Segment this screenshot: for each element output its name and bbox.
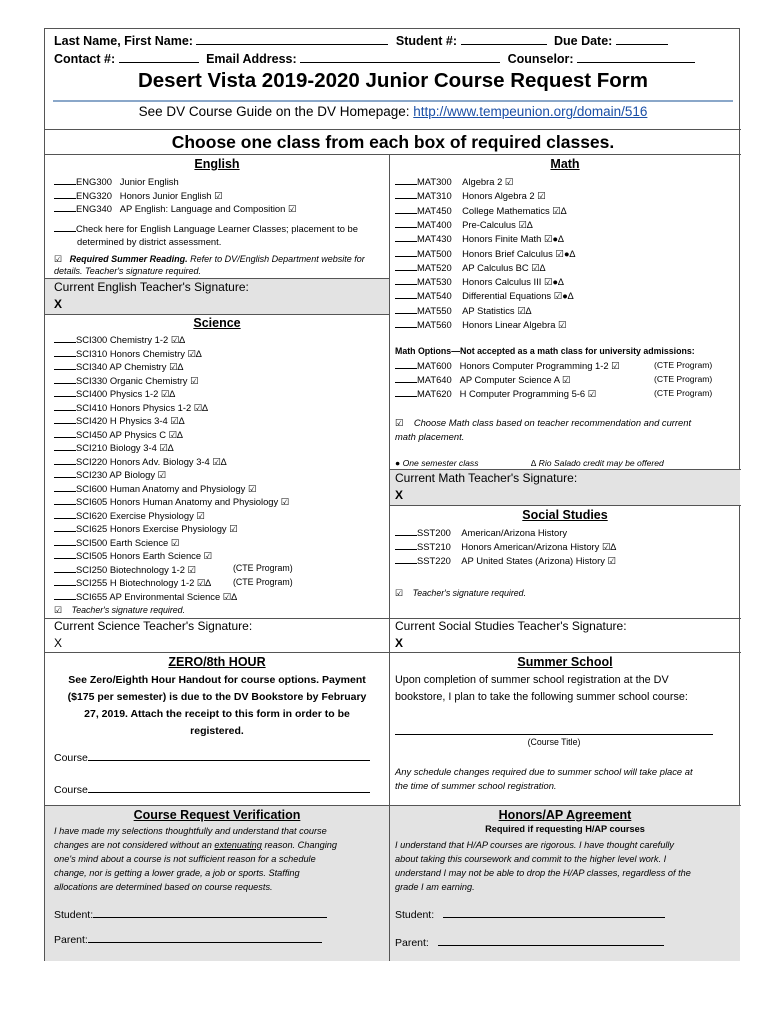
student-label: Student: [395,909,435,921]
summer-line-1: Upon completion of summer school registration at the DV [395,674,669,686]
science-course-7[interactable] [54,428,183,442]
zero-hour-line-4: registered. [190,725,244,737]
contact-field[interactable] [119,51,199,63]
math-choose-line-2: math placement. [395,431,465,442]
course-text: SCI220 Honors Adv. Biology 3-4 ☑∆ [76,455,227,467]
course-text: SCI340 AP Chemistry ☑∆ [76,361,184,372]
course-text: SCI600 Human Anatomy and Physiology ☑ [76,482,257,494]
header-divider [45,129,741,130]
course-name: American/Arizona History [461,527,568,538]
science-course-6[interactable] [54,414,184,428]
science-course-19[interactable] [54,590,237,604]
summer-note [395,765,693,792]
course-text: SCI505 Honors Earth Science ☑ [76,550,213,561]
check-icon: ☑ [54,605,62,615]
english-course-0[interactable] [54,175,179,189]
student-num-field[interactable] [461,33,547,45]
english-title: English [194,157,240,171]
science-course-12[interactable] [54,495,289,509]
honors-student-field[interactable] [443,906,665,918]
summer-text [395,673,688,704]
course-code: MAT310 [417,190,452,202]
science-course-1[interactable] [54,347,202,361]
course-name: College Mathematics ☑∆ [462,204,567,216]
zero-course-1 [54,749,370,765]
science-course-17[interactable] [54,563,196,577]
guide-line [45,104,741,119]
line-part: changes are not considered without an [54,840,215,850]
legend-rio: ∆ Rio Salado credit may be offered [531,458,664,468]
honors-student [395,906,665,922]
counselor-field[interactable] [577,51,695,63]
extenuating-word: extenuating [214,840,262,850]
summer-note-1: Any schedule changes required due to summer school will take place at [395,766,693,777]
course-code: MAT450 [417,204,452,216]
verification-student-field[interactable] [93,906,327,918]
science-course-15[interactable] [54,536,179,550]
course-text: SCI450 AP Physics C ☑∆ [76,428,183,440]
science-course-3[interactable] [54,374,199,388]
math-option-1[interactable] [395,373,570,387]
form-title: Desert Vista 2019-2020 Junior Course Request Form [137,69,649,92]
course-text: SCI230 AP Biology ☑ [76,469,167,480]
course-text: SCI300 Chemistry 1-2 ☑∆ [76,334,185,345]
honors-line-3: understand I may not be able to drop the H/AP classes, regardless of the [395,868,691,878]
course-code: ENG320 [76,189,112,201]
header-row-1 [54,33,668,48]
math-options-title: Math Options—Not accepted as a math class for university admissions: [395,346,695,356]
summer-course-field[interactable] [395,734,713,735]
verification-title: Course Request Verification [133,808,301,822]
science-cte-1: (CTE Program) [233,563,293,573]
course-text: SCI605 Honors Human Anatomy and Physiology ☑ [76,496,290,507]
social-course-1[interactable] [395,540,616,554]
science-teacher-note [54,604,185,618]
course-code: MAT540 [417,290,452,302]
reading-bold: Required Summer Reading. [69,254,188,264]
honors-subtitle: Required if requesting H/AP courses [485,824,645,834]
student-num-label: Student #: [395,34,458,48]
math-title: Math [550,157,580,171]
social-course-0[interactable] [395,526,567,540]
english-sig-x[interactable]: X [54,297,63,311]
science-course-9[interactable] [54,455,227,469]
social-teacher-note [395,587,526,601]
course-text: SCI330 Organic Chemistry ☑ [76,374,199,386]
math-course-8[interactable] [395,289,574,303]
counselor-label: Counselor: [507,52,574,66]
math-choose-note [395,416,691,430]
course-text: SCI500 Earth Science ☑ [76,536,180,548]
social-title: Social Studies [522,508,608,522]
math-course-10[interactable] [395,318,566,332]
english-sig-divider [45,278,389,279]
contact-label: Contact #: [54,52,116,66]
course-code: SST210 [417,541,451,552]
english-sig-label: Current English Teacher's Signature: [54,280,249,294]
math-course-6[interactable] [395,261,545,275]
math-option-0[interactable] [395,359,620,373]
honors-line-2: about taking this coursework and commit to the higher level work. I [395,854,667,864]
science-sig-x[interactable]: X [54,636,63,650]
course-request-form [44,28,740,961]
due-date-label: Due Date: [553,34,613,48]
verification-line-1: I have made my selections thoughtfully and understand that course [54,826,327,836]
zero-course-2-field[interactable] [88,781,370,793]
math-option-cte-0: (CTE Program) [654,360,713,370]
math-course-7[interactable] [395,275,564,289]
honors-parent-field[interactable] [438,934,664,946]
zero-hour-line-1: See Zero/Eighth Hour Handout for course options. Payment [68,674,366,686]
course-code: MAT560 [417,319,452,330]
verification-line-4: change, nor is getting a lower grade, a job or sports. Staffing [54,868,300,878]
ell-text-2: determined by district assessment. [77,236,222,247]
guide-link[interactable]: http://www.tempeunion.org/domain/516 [413,104,648,119]
teacher-note-text: Teacher's signature required. [412,588,527,598]
student-label: Student: [54,909,94,921]
math-sig-label: Current Math Teacher's Signature: [395,471,578,485]
line-part: reason. Changing [261,840,337,850]
reading-line-2: details. Teacher's signature required. [54,266,201,276]
course-code: MAT500 [417,247,452,259]
course-code: MAT300 [417,176,452,187]
english-course-2[interactable] [54,202,296,216]
check-icon: ☑ [54,254,63,264]
course-code: SST220 [417,555,451,566]
lower-divider [45,805,741,806]
course-text: SCI410 Honors Physics 1-2 ☑∆ [76,401,208,413]
math-bottom [390,505,741,506]
legend-semester: ● One semester class [395,458,479,468]
course-name: Honors Computer Programming 1-2 ☑ [459,360,620,371]
zero-course-2 [54,781,370,797]
verification-line-2 [54,838,337,852]
course-code: MAT430 [417,233,452,245]
science-cte-2: (CTE Program) [233,576,293,587]
choose-text: Choose Math class based on teacher recommendation and current [413,417,692,428]
social-sig-x[interactable]: X [395,636,404,650]
math-course-3[interactable] [395,218,533,232]
check-icon: ☑ [395,588,403,598]
science-title: Science [193,316,241,330]
math-course-1[interactable] [395,189,546,203]
course-code: MAT600 [417,360,452,371]
course-name: AP Calculus BC ☑∆ [462,261,546,273]
check-icon: ☑ [395,417,404,428]
course-name: H Computer Programming 5-6 ☑ [459,388,597,399]
math-sig-divider [390,469,741,470]
course-name: AP United States (Arizona) History ☑ [461,555,616,566]
science-course-2[interactable] [54,360,183,374]
course-name: Pre-Calculus ☑∆ [462,218,533,230]
science-course-16[interactable] [54,549,212,563]
course-name: Honors Junior English ☑ [119,189,223,201]
course-name: Differential Equations ☑●∆ [462,290,574,302]
course-name: Junior English [119,176,179,187]
zero-hour-text [45,673,389,738]
course-name: AP Computer Science A ☑ [459,374,571,385]
course-label: Course [54,784,88,796]
science-sig-label: Current Science Teacher's Signature: [54,619,253,633]
course-code: MAT620 [417,388,452,399]
science-course-18[interactable] [54,576,211,590]
course-code: SST200 [417,527,451,538]
course-text: SCI400 Physics 1-2 ☑∆ [76,388,176,399]
ell-checkbox[interactable] [54,222,358,236]
banner-divider [45,154,741,155]
course-code: ENG300 [76,176,112,187]
zero-hour-line-2: ($175 per semester) is due to the DV Bookstore by February [67,691,367,703]
header-row-2 [54,51,695,66]
course-text: SCI625 Honors Exercise Physiology ☑ [76,523,238,534]
summer-course-title: (Course Title) [527,737,581,747]
honors-text [395,838,691,894]
email-label: Email Address: [206,52,297,66]
ell-text: Check here for English Language Learner Classes; placement to be [76,223,358,234]
english-bottom [45,314,389,315]
science-course-8[interactable] [54,441,174,455]
science-course-11[interactable] [54,482,256,496]
honors-line-4: grade I am earning. [395,882,475,892]
course-name: Honors Calculus III ☑●∆ [462,276,564,288]
guide-text: See DV Course Guide on the DV Homepage: [138,104,410,119]
zero-hour-title: ZERO/8th HOUR [168,655,266,669]
social-course-2[interactable] [395,554,616,568]
english-course-1[interactable] [54,189,223,203]
course-name: Honors Brief Calculus ☑●∆ [462,247,576,259]
math-course-5[interactable] [395,247,575,261]
math-course-9[interactable] [395,304,531,318]
course-name: Honors Algebra 2 ☑ [462,190,546,202]
course-name: Honors Finite Math ☑●∆ [462,233,564,245]
honors-parent [395,934,664,950]
summer-note-2: the time of summer school registration. [395,779,557,791]
parent-label: Parent: [54,934,88,946]
verification-line-5: allocations are determined based on course requests. [54,882,273,892]
course-text: SCI210 Biology 3-4 ☑∆ [76,442,174,453]
course-code: MAT640 [417,374,452,385]
science-course-5[interactable] [54,401,208,415]
parent-label: Parent: [395,937,429,949]
honors-title: Honors/AP Agreement [498,808,632,822]
science-course-10[interactable] [54,468,166,482]
column-divider [389,154,390,961]
course-text: SCI250 Biotechnology 1-2 ☑ [76,563,196,575]
verification-line-3: one's mind about a course is not sufficient reason for a schedule [54,854,316,864]
last-first-field[interactable] [196,33,388,45]
course-text: SCI655 AP Environmental Science ☑∆ [76,590,237,602]
math-sig-x[interactable]: X [395,488,404,502]
math-course-0[interactable] [395,175,513,189]
science-course-4[interactable] [54,387,175,401]
course-name: Honors American/Arizona History ☑∆ [461,541,617,552]
course-name: AP English: Language and Composition ☑ [119,203,297,214]
course-name: AP Statistics ☑∆ [462,304,532,316]
course-label: Course [54,752,88,764]
zero-course-1-field[interactable] [88,749,370,761]
summer-line-2: bookstore, I plan to take the following summer school course: [395,691,688,703]
course-code: MAT400 [417,218,452,230]
teacher-note-text: Teacher's signature required. [71,605,186,615]
course-code: MAT520 [417,261,452,273]
course-name: Honors Linear Algebra ☑ [462,319,567,330]
summer-title: Summer School [517,655,613,669]
due-date-field[interactable] [616,33,668,45]
course-text: SCI420 H Physics 3-4 ☑∆ [76,415,185,426]
math-option-cte-1: (CTE Program) [654,374,713,384]
email-field[interactable] [300,51,500,63]
title-rule [53,100,733,102]
verification-student [54,906,327,922]
course-code: MAT550 [417,304,452,316]
math-option-2[interactable] [395,387,596,401]
social-sig-label: Current Social Studies Teacher's Signature: [395,619,627,633]
course-text: SCI255 H Biotechnology 1-2 ☑∆ [76,577,212,588]
reading-rest: Refer to DV/English Department website for [190,254,365,264]
course-text: SCI310 Honors Chemistry ☑∆ [76,347,202,359]
science-course-14[interactable] [54,522,238,536]
course-text: SCI620 Exercise Physiology ☑ [76,509,205,521]
choose-banner: Choose one class from each box of required classes. [171,132,615,152]
verification-text [54,824,337,894]
verification-parent [54,931,322,947]
course-code: ENG340 [76,203,112,214]
science-course-13[interactable] [54,509,205,523]
verification-parent-field[interactable] [88,931,322,943]
science-course-0[interactable] [54,333,185,347]
course-name: Algebra 2 ☑ [462,176,514,187]
last-first-label: Last Name, First Name: [54,34,193,48]
course-code: MAT530 [417,276,452,288]
math-course-2[interactable] [395,204,566,218]
honors-line-1: I understand that H/AP courses are rigorous. I have thought carefully [395,840,675,850]
zero-hour-line-3: 27, 2019. Attach the receipt to this form in order to be [84,708,350,720]
math-course-4[interactable] [395,232,564,246]
science-bottom [45,652,741,653]
math-option-cte-2: (CTE Program) [654,388,713,398]
